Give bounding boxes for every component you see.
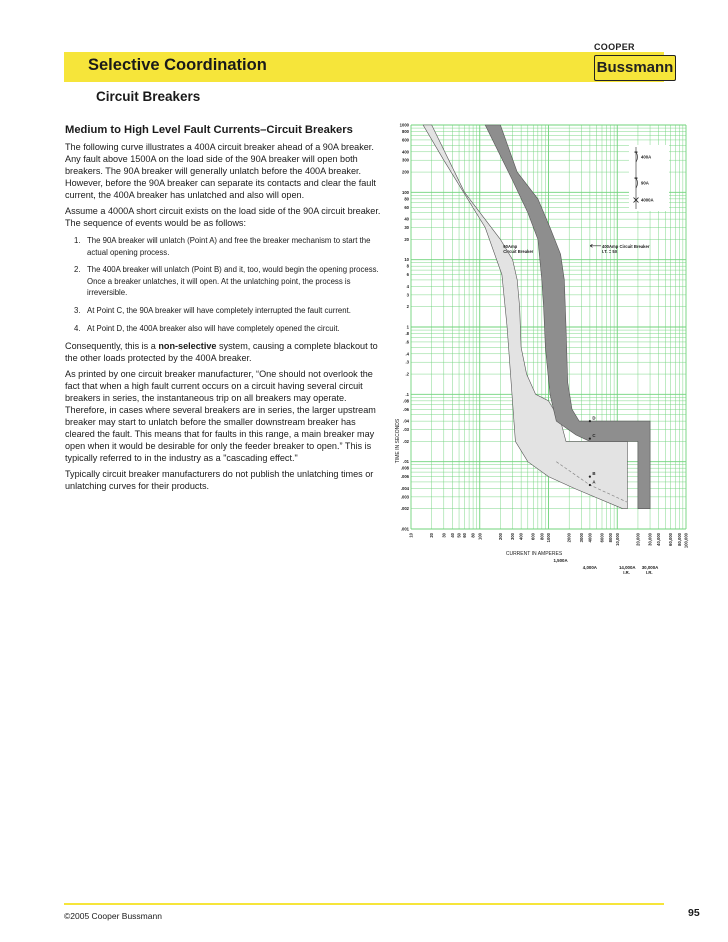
breaker-symbol-cap [635,178,638,179]
point-label: A [592,479,596,485]
x-tick-label: 20 [429,533,435,538]
y-tick-label: 8 [406,263,409,269]
time-current-curve-svg [383,121,689,576]
x-tick-label: 30,000 [647,533,653,546]
y-tick-label: .004 [400,485,409,491]
section-heading: Medium to High Level Fault Currents–Circuit Breakers [65,124,353,136]
step-number: 4. [74,323,81,333]
y-tick-label: .006 [400,474,409,480]
y-tick-label: 30 [404,225,409,231]
legend-label: 400A [641,154,652,160]
x-tick-label: 20,000 [635,533,641,546]
curve-annotation-label: 90Amp [503,243,518,249]
step-text: At Point C, the 90A breaker will have completely interrupted the fault current. [87,305,351,315]
y-tick-label: 6 [406,272,409,278]
x-callout-sublabel: I.R. [623,570,630,575]
curve-annotation-sublabel: I.T. = 5X [601,248,618,254]
y-tick-label: .4 [405,351,409,357]
bussmann-logo [594,55,676,81]
sequence-step [65,323,383,335]
breaker-symbol-cap [635,152,638,153]
y-tick-label: .1 [405,391,409,397]
y-tick-label: 2 [406,304,409,310]
time-current-curve-chart [383,121,689,581]
sequence-step [65,264,383,299]
y-tick-label: 200 [402,169,409,175]
x-callout-sublabel: I.R. [646,570,653,575]
x-tick-label: 10 [408,533,414,538]
x-tick-label: 60,000 [668,533,674,546]
point-label: D [592,415,596,421]
step-text: The 90A breaker will unlatch (Point A) and free the breaker mechanism to start the actual opening process. [87,236,371,257]
x-tick-label: 2000 [566,533,572,543]
y-tick-label: 4 [406,283,409,289]
x-tick-label: 10,000 [614,533,620,546]
step-number: 1. [74,236,81,245]
y-tick-label: .6 [405,339,409,345]
x-tick-label: 100 [477,533,483,540]
curve-annotation-label: 400Amp Circuit Breaker [601,243,650,249]
y-tick-label: .001 [400,526,409,532]
cooper-brand-label: COOPER [594,42,635,52]
footer-rule [64,903,664,905]
x-callout-label: 30,000A [641,565,659,570]
y-tick-label: 1 [406,324,409,330]
y-tick-label: 300 [402,157,409,163]
y-tick-label: .01 [403,459,409,465]
y-tick-label: 800 [402,129,409,135]
y-tick-label: .04 [403,418,409,424]
sequence-step [65,235,383,258]
x-tick-label: 40,000 [656,533,662,546]
step-number: 3. [74,305,81,315]
y-tick-label: .003 [400,494,409,500]
consequence-suffix: system, causing a complete blackout to the other loads protected by the 400A breaker. [65,341,378,364]
x-tick-label: 30 [441,533,447,538]
unlatch-point [589,476,591,478]
copyright-notice: ©2005 Cooper Bussmann [64,911,162,921]
page-subtitle: Circuit Breakers [96,89,201,104]
step-text: At Point D, the 400A breaker also will have completely opened the circuit. [87,323,340,333]
y-tick-label: .08 [403,398,409,404]
y-tick-label: .06 [403,406,409,412]
x-tick-label: 400 [518,533,524,540]
y-tick-label: 600 [402,137,409,143]
y-tick-label: 60 [404,204,409,210]
x-tick-label: 60 [461,533,467,538]
y-tick-label: .002 [400,506,409,512]
x-callout-label: 4,000A [582,565,597,570]
unlatch-point [589,420,591,422]
consequence-prefix: Consequently, this is a [65,341,159,352]
y-tick-label: .008 [400,465,409,471]
non-selective-term: non-selective [158,341,217,352]
annotation-arrow [590,244,601,247]
y-tick-label: .2 [405,371,409,377]
bussmann-logo-text: Bussmann [596,59,674,76]
paragraph-manufacturer-quote: As printed by one circuit breaker manufacturer, “One should not overlook the fact that when a high fault current occurs on a circuit having several circuit breakers in series, the instantaneous trip on all breakers may operate. Therefore, in cases where several breakers are in series, the larger upstream breaker may start to unlatch before the smaller downstream breaker has cleared the fault. This means that for faults in this range, a main breaker may open when it would be desirable for only the feeder breaker to open.” This is typically referred to in the industry as a "cascading effect." [65,369,376,464]
y-tick-label: 10 [404,257,409,263]
y-tick-label: .02 [403,438,409,444]
x-tick-label: 600 [530,533,536,540]
page-section-title: Selective Coordination [88,56,267,74]
y-tick-label: .3 [405,359,409,365]
x-tick-label: 100,000 [683,533,689,549]
step-number: 2. [74,265,81,275]
y-tick-label: .03 [403,427,409,433]
sequence-step [65,305,383,317]
x-tick-label: 80,000 [676,533,682,546]
x-tick-label: 800 [539,533,545,540]
paragraph-closing: Typically circuit breaker manufacturers do not publish the unlatching times or unlatching curves for their products. [65,469,374,492]
x-tick-label: 6000 [599,533,605,543]
x-tick-label: 4000 [587,533,593,543]
paragraph-intro: The following curve illustrates a 400A circuit breaker ahead of a 90A breaker. Any fault above 1500A on the load side of the 90A breaker will open both breakers. The 90A breaker will generally unlatch before the 400A breaker. However, before the 90A breaker can separate its contacts and clear the fault current, the 400A breaker has unlatched and also will open. [65,142,376,200]
x-tick-label: 3000 [578,533,584,543]
x-callout-label: 1,500A [553,558,568,563]
y-tick-label: 400 [402,149,409,155]
point-label: B [592,471,596,477]
y-tick-label: 100 [402,189,409,195]
x-tick-label: 200 [497,533,503,540]
y-tick-label: 80 [404,196,409,202]
paragraph-assumption: Assume a 4000A short circuit exists on the load side of the 90A circuit breaker. The sequence of events would be as follows: [65,206,381,228]
x-axis-title: CURRENT IN AMPERES [505,551,563,557]
article-body [65,123,383,496]
unlatch-point [589,484,591,486]
x-tick-label: 50 [456,533,462,538]
y-tick-label: 3 [406,292,409,298]
legend-label: 90A [641,180,649,186]
x-tick-label: 80 [470,533,476,538]
x-tick-label: 1000 [546,533,551,543]
legend-label: 4000A [641,197,654,203]
unlatch-point [589,438,591,440]
x-tick-label: 8000 [608,533,614,543]
y-tick-label: .8 [405,331,409,337]
paragraph-consequence [65,340,383,364]
x-callout-label: 14,000A [618,565,636,570]
y-axis-title: TIME IN SECONDS [395,418,401,464]
y-tick-label: 1000 [399,122,409,128]
point-label: C [592,433,596,439]
page-number: 95 [688,907,700,919]
curve-annotation-sublabel: Circuit Breaker [503,248,534,254]
y-tick-label: 40 [404,216,409,222]
y-tick-label: 20 [404,236,409,242]
sequence-list [65,235,383,334]
x-tick-label: 300 [510,533,516,540]
x-tick-label: 40 [449,533,455,538]
step-text: The 400A breaker will unlatch (Point B) and it, too, would begin the opening process. Once a breaker unlatches, it will open. At the unlatching point, the process is irreversible. [87,265,379,298]
